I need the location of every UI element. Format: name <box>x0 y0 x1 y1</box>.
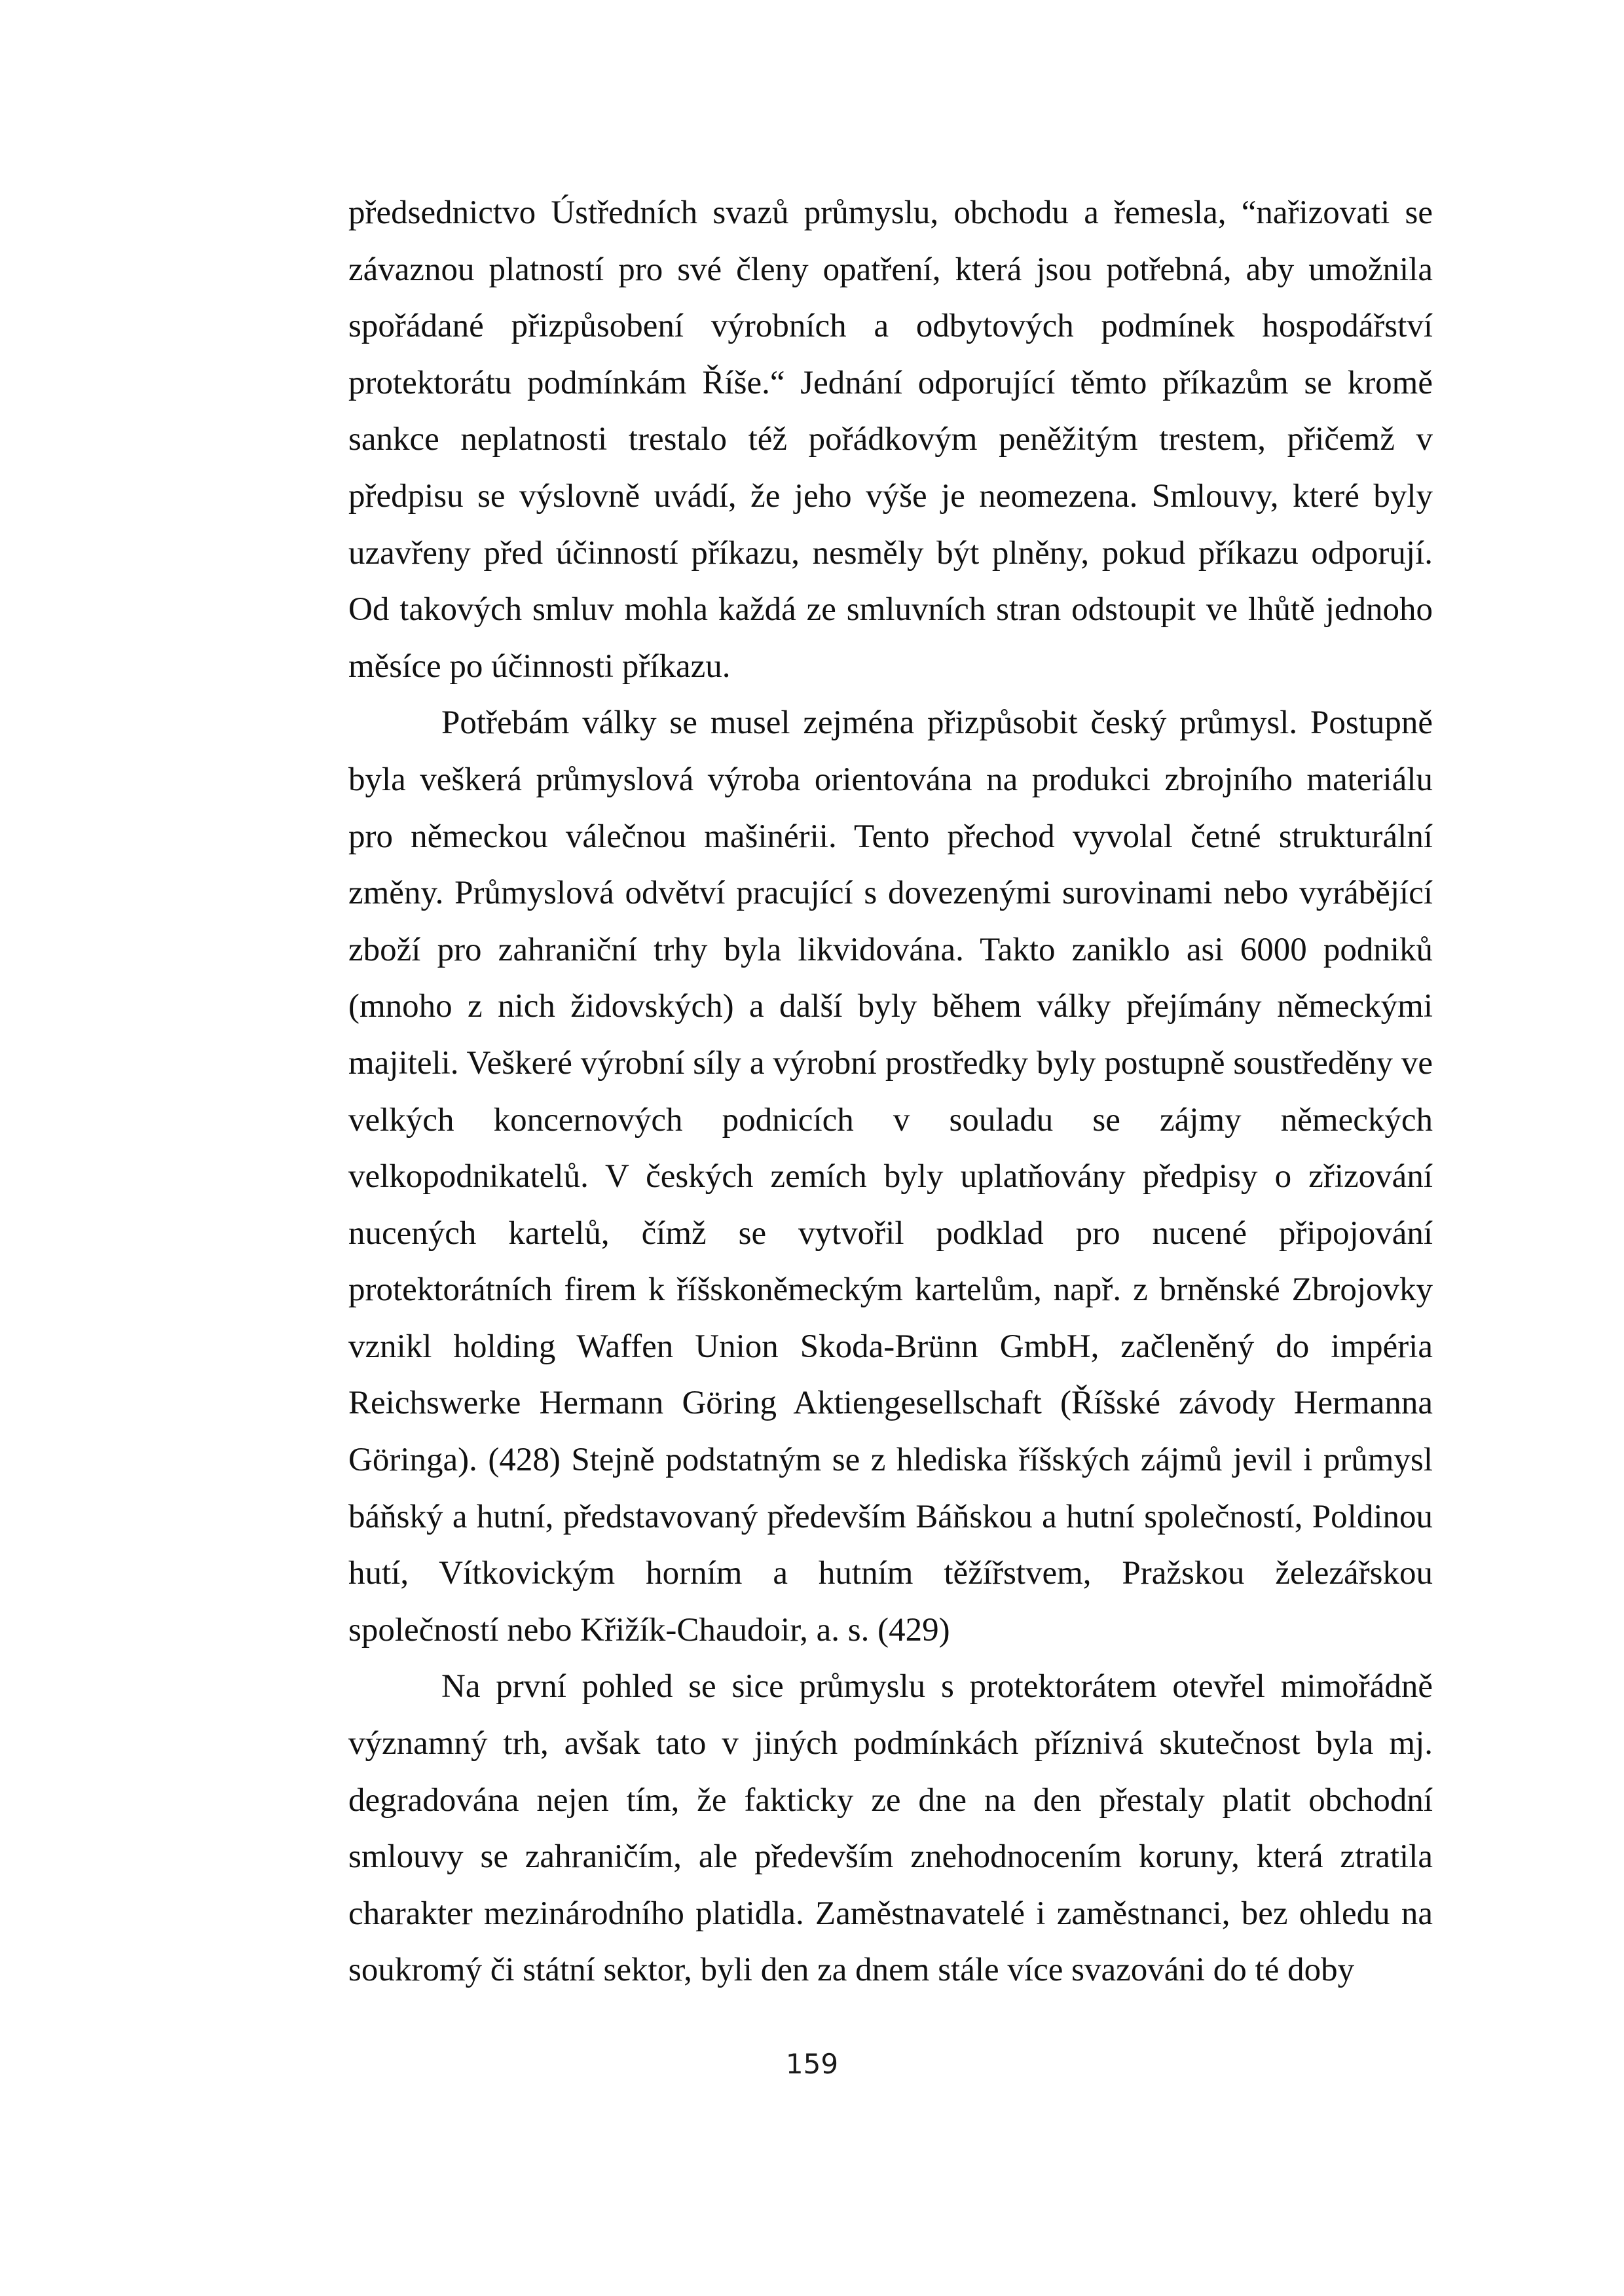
body-text <box>348 185 1433 1999</box>
paragraph-1: předsednictvo Ústředních svazů průmyslu, obchodu a řemesla, “nařizovati se závaznou platností pro své členy opatření, která jsou potřebná, aby umožnila spořádané přizpůsobení výrobních a odbytových podmínek hospodářství protektorátu podmínkám Říše.“ Jednání odporující těmto příkazům se kromě sankce neplatnosti trestalo též pořádkovým peněžitým trestem, přičemž v předpisu se výslovně uvádí, že jeho výše je neomezena. Smlouvy, které byly uzavřeny před účinností příkazu, nesměly být plněny, pokud příkazu odporují. Od takových smluv mohla každá ze smluvních stran odstoupit ve lhůtě jednoho měsíce po účinnosti příkazu. <box>348 194 1433 685</box>
paragraph-3: Na první pohled se sice průmyslu s protektorátem otevřel mimořádně významný trh, avšak tato v jiných podmínkách příznivá skutečnost byla mj. degradována nejen tím, že fakticky ze dne na den přestaly platit obchodní smlouvy se zahraničím, ale především znehodnocením koruny, která ztratila charakter mezinárodního platidla. Zaměstnavatelé i zaměstnanci, bez ohledu na soukromý či státní sektor, byli den za dnem stále více svazováni do té doby <box>348 1668 1433 1989</box>
page-number: 159 <box>785 2048 839 2080</box>
paragraph-2: Potřebám války se musel zejména přizpůsobit český průmysl. Postupně byla veškerá průmyslová výroba orientována na produkci zbrojního materiálu pro německou válečnou mašinérii. Tento přechod vyvolal četné strukturální změny. Průmyslová odvětví pracující s dovezenými surovinami nebo vyrábějící zboží pro zahraniční trhy byla likvidována. Takto zaniklo asi 6000 podniků (mnoho z nich židovských) a další byly během války přejímány německými majiteli. Veškeré výrobní síly a výrobní prostředky byly postupně soustředěny ve velkých koncernových podnicích v souladu se zájmy německých velkopodnikatelů. V českých zemích byly uplatňovány předpisy o zřizování nucených kartelů, čímž se vytvořil podklad pro nucené připojování protektorátních firem k říšskoněmeckým kartelům, např. z brněnské Zbrojovky vznikl holding Waffen Union Skoda-Brünn GmbH, začleněný do impéria Reichswerke Hermann Göring Aktiengesellschaft (Říšské závody Hermanna Göringa). (428) Stejně podstatným se z hlediska říšských zájmů jevil i průmysl báňský a hutní, představovaný především Báňskou a hutní společností, Poldinou hutí, Vítkovickým horním a hutním těžířstvem, Pražskou železářskou společností nebo Křižík-Chaudoir, a. s. (429) <box>348 704 1433 1649</box>
